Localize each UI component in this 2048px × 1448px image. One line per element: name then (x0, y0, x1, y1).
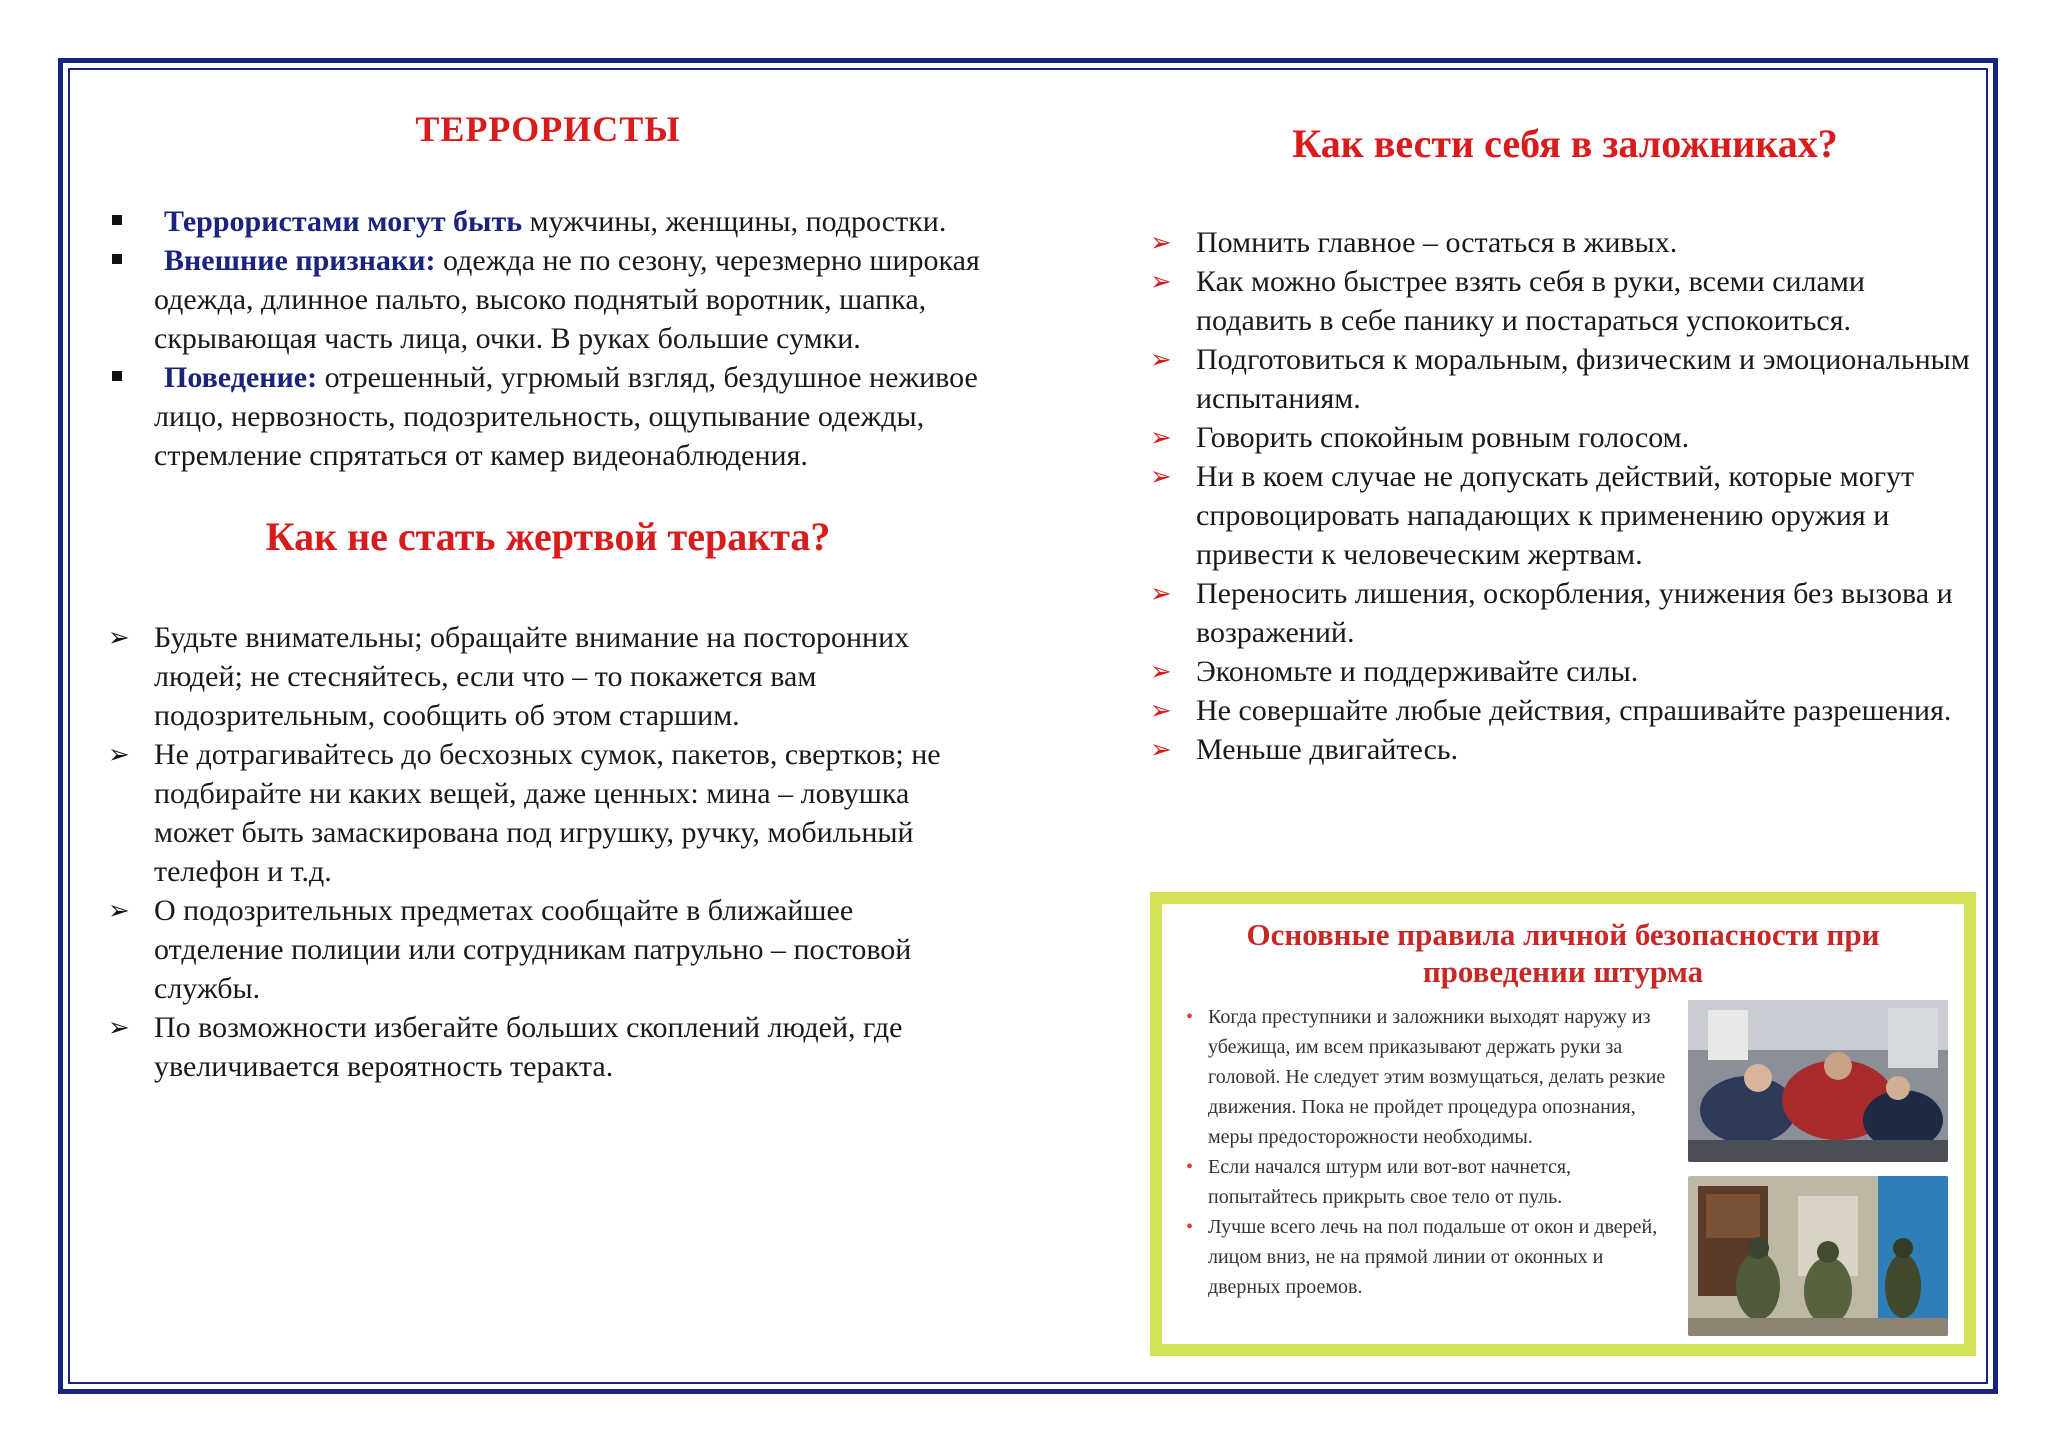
rules-title: Основные правила личной безопасности при проведении штурма (1246, 917, 1880, 989)
arrow-bullet-icon: ➢ (108, 896, 130, 925)
assault-team-photo (1688, 1176, 1948, 1336)
arrow-bullet-icon: ➢ (1150, 696, 1172, 725)
item-text: мужчины, женщины, подростки. (522, 205, 947, 238)
arrow-bullet-icon: ➢ (1150, 579, 1172, 608)
arrow-bullet-icon: ➢ (1150, 735, 1172, 764)
item-text: По возможности избегайте больших скоплений людей, где увеличивается вероятность теракта. (154, 1011, 903, 1083)
square-bullet-icon (112, 254, 122, 264)
terrorists-heading: ТЕРРОРИСТЫ (415, 109, 681, 149)
arrow-bullet-icon: ➢ (1150, 462, 1172, 491)
dot-bullet-icon: • (1186, 1156, 1194, 1178)
item-lead: Внешние признаки: (164, 244, 436, 277)
arrow-bullet-icon: ➢ (1150, 267, 1172, 296)
right-column (1150, 120, 1980, 769)
list-item (108, 891, 988, 1008)
hostage-list (1150, 223, 1980, 769)
dot-bullet-icon: • (1186, 1006, 1194, 1028)
list-item (108, 358, 988, 475)
list-item (1178, 1002, 1678, 1152)
arrow-bullet-icon: ➢ (108, 1013, 130, 1042)
arrow-bullet-icon: ➢ (1150, 345, 1172, 374)
list-item (1150, 730, 1980, 769)
item-lead: Террористами могут быть (164, 205, 523, 238)
item-text: Ни в коем случае не допускать действий, которые могут спровоцировать нападающих к применению оружия и привести к человеческим жертвам. (1196, 460, 1915, 571)
list-item (1150, 691, 1980, 730)
list-item (1150, 457, 1980, 574)
arrow-bullet-icon: ➢ (1150, 228, 1172, 257)
square-bullet-icon (112, 371, 122, 381)
arrow-bullet-icon: ➢ (1150, 423, 1172, 452)
list-item (1178, 1212, 1678, 1302)
item-text: Когда преступники и заложники выходят наружу из убежища, им всем приказывают держать руки за головой. Не следует этим возмущаться, делать резкие движения. Пока не пройдет процедура опознания, меры предосторожности необходимы. (1208, 1006, 1666, 1148)
list-item (108, 618, 988, 735)
item-text: Не совершайте любые действия, спрашивайте разрешения. (1196, 694, 1952, 727)
item-text: Не дотрагивайтесь до бесхозных сумок, пакетов, свертков; не подбирайте ни каких вещей, даже ценных: мина – ловушка может быть замаскирована под игрушку, ручку, мобильный телефон и т.д. (154, 738, 941, 888)
item-text: Переносить лишения, оскорбления, унижения без вызова и возражений. (1196, 577, 1953, 649)
item-text: О подозрительных предметах сообщайте в ближайшее отделение полиции или сотрудникам патрульно – постовой службы. (154, 894, 912, 1005)
item-text: Если начался штурм или вот-вот начнется, попытайтесь прикрыть свое тело от пуль. (1208, 1156, 1572, 1208)
item-text: отрешенный, угрюмый взгляд, бездушное неживое лицо, нервозность, подозрительность, ощупывание одежды, стремление спрятаться от камер видеонаблюдения. (154, 361, 978, 472)
list-item (1150, 652, 1980, 691)
arrow-bullet-icon: ➢ (1150, 657, 1172, 686)
terrorists-list (108, 202, 988, 475)
hostages-photo (1688, 1000, 1948, 1162)
item-text: Меньше двигайтесь. (1196, 733, 1459, 766)
item-text: Как можно быстрее взять себя в руки, всеми силами подавить в себе панику и постараться успокоиться. (1196, 265, 1865, 337)
left-column (108, 100, 988, 1086)
dot-bullet-icon: • (1186, 1216, 1194, 1238)
victim-list (108, 618, 988, 1086)
storm-rules-box (1150, 892, 1976, 1356)
arrow-bullet-icon: ➢ (108, 740, 130, 769)
list-item (108, 735, 988, 891)
list-item (108, 202, 988, 241)
list-item (1178, 1152, 1678, 1212)
victim-heading: Как не стать жертвой теракта? (265, 514, 831, 559)
item-text: Экономьте и поддерживайте силы. (1196, 655, 1639, 688)
list-item (1150, 574, 1980, 652)
list-item (1150, 418, 1980, 457)
list-item (108, 241, 988, 358)
arrow-bullet-icon: ➢ (108, 623, 130, 652)
hostage-heading: Как вести себя в заложниках? (1292, 121, 1838, 166)
list-item (1150, 340, 1980, 418)
item-text: Помнить главное – остаться в живых. (1196, 226, 1678, 259)
list-item (1150, 223, 1980, 262)
list-item (1150, 262, 1980, 340)
item-text: Лучше всего лечь на пол подальше от окон и дверей, лицом вниз, не на прямой линии от оконных и дверных проемов. (1208, 1216, 1658, 1298)
item-text: Подготовиться к моральным, физическим и эмоциональным испытаниям. (1196, 343, 1970, 415)
item-text: Говорить спокойным ровным голосом. (1196, 421, 1690, 454)
item-lead: Поведение: (164, 361, 318, 394)
square-bullet-icon (112, 215, 122, 225)
list-item (108, 1008, 988, 1086)
item-text: одежда не по сезону, черезмерно широкая одежда, длинное пальто, высоко поднятый воротник, шапка, скрывающая часть лица, очки. В руках большие сумки. (154, 244, 980, 355)
rules-list (1178, 1002, 1678, 1302)
item-text: Будьте внимательны; обращайте внимание на посторонних людей; не стесняйтесь, если что – то покажется вам подозрительным, сообщить об этом старшим. (154, 621, 910, 732)
